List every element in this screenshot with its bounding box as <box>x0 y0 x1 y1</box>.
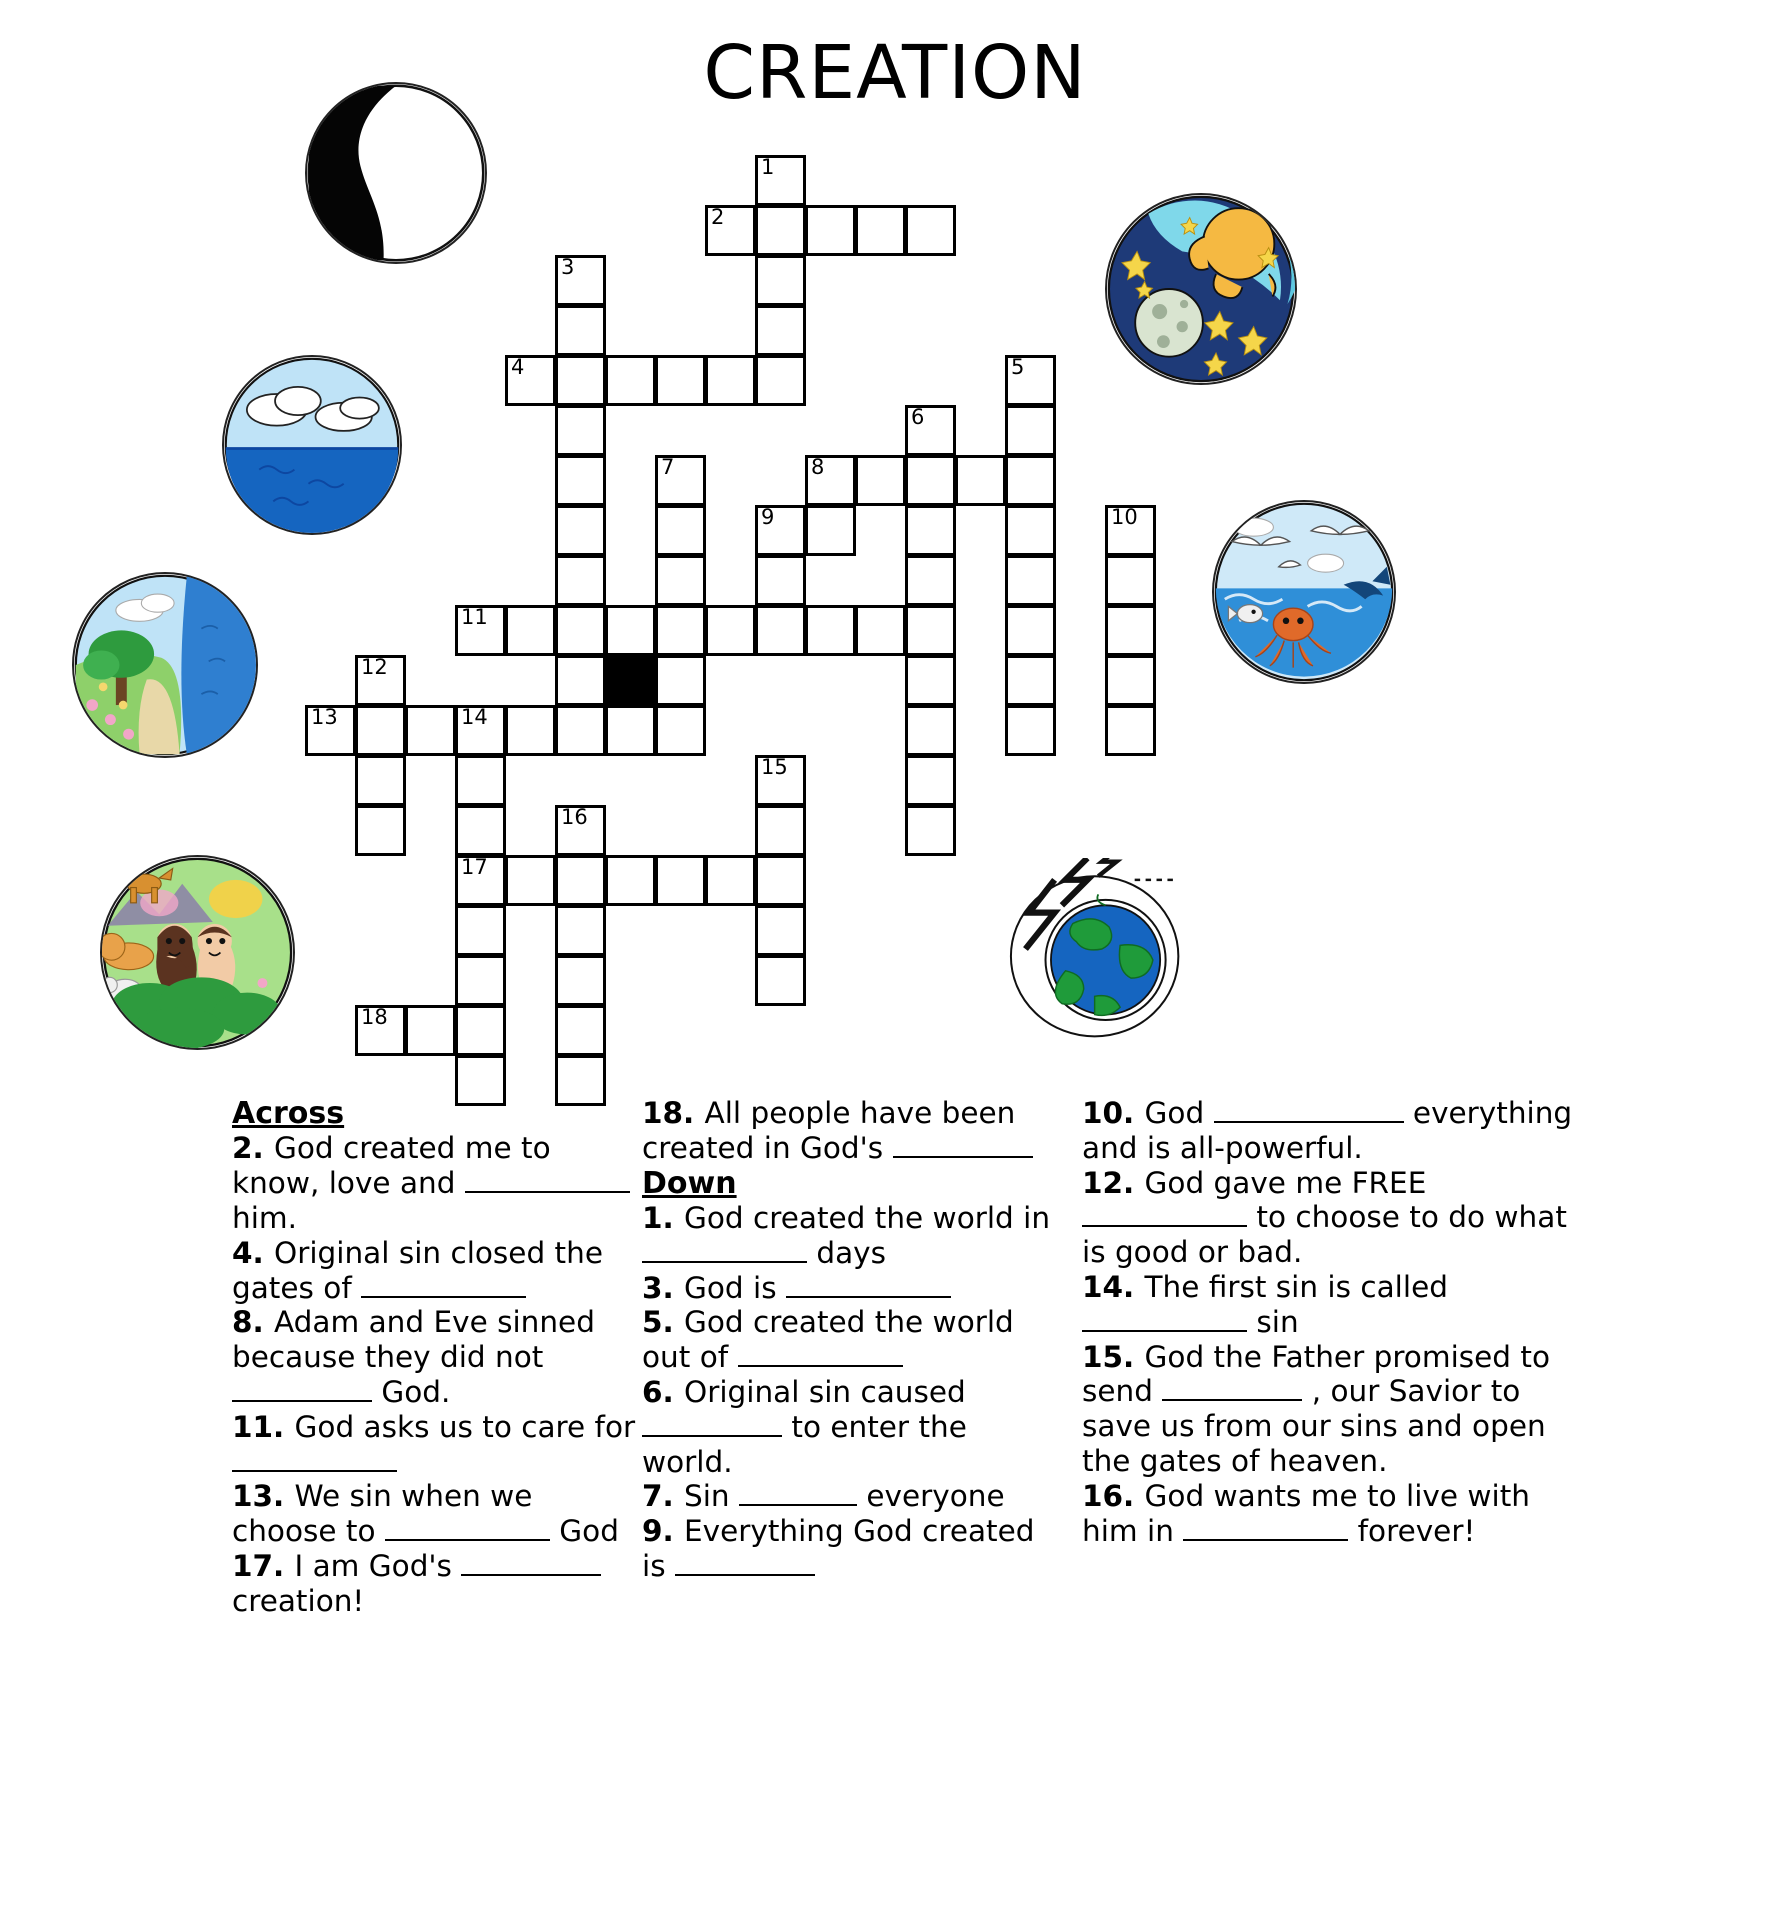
clue-down-1: 1. God created the world in days <box>642 1200 1051 1270</box>
grid-cell[interactable] <box>805 455 856 506</box>
clue-across-18: 18. All people have been created in God's <box>642 1096 1062 1166</box>
clue-down-3: 3. God is <box>642 1271 1062 1306</box>
grid-cell-number: 13 <box>311 705 338 729</box>
clue-down-7: 7. Sin everyone <box>642 1479 1005 1514</box>
clue-down-12: 12. God gave me FREE to choose to do what is good or bad. <box>1082 1165 1567 1270</box>
grid-cell[interactable] <box>505 855 556 906</box>
grid-cell[interactable] <box>755 605 806 656</box>
grid-cell[interactable] <box>905 705 956 756</box>
clue-number: 5. <box>642 1305 685 1340</box>
grid-cell[interactable] <box>905 655 956 706</box>
grid-cell-number: 12 <box>361 655 388 679</box>
answer-blank[interactable] <box>232 1400 372 1402</box>
answer-blank[interactable] <box>739 1504 857 1506</box>
grid-cell[interactable] <box>605 855 656 906</box>
answer-blank[interactable] <box>786 1296 951 1298</box>
answer-blank[interactable] <box>461 1574 601 1576</box>
grid-cell[interactable] <box>355 655 406 706</box>
grid-cell[interactable] <box>655 455 706 506</box>
clue-number: 3. <box>642 1270 685 1305</box>
grid-cell[interactable] <box>905 455 956 506</box>
grid-cell[interactable] <box>905 405 956 456</box>
grid-cell[interactable] <box>805 505 856 556</box>
grid-cell[interactable] <box>705 855 756 906</box>
grid-cell[interactable] <box>1105 505 1156 556</box>
answer-blank[interactable] <box>642 1435 782 1437</box>
grid-cell[interactable] <box>655 855 706 906</box>
grid-cell-number: 17 <box>461 855 488 879</box>
grid-cell[interactable] <box>455 905 506 956</box>
clue-down-6: 6. Original sin caused to enter the world. <box>642 1374 967 1479</box>
grid-cell[interactable] <box>455 705 506 756</box>
clue-number: 8. <box>232 1305 275 1340</box>
grid-cell[interactable] <box>355 755 406 806</box>
grid-cell[interactable] <box>455 855 506 906</box>
grid-cell[interactable] <box>455 805 506 856</box>
grid-cell[interactable] <box>555 905 606 956</box>
grid-cell[interactable] <box>855 455 906 506</box>
grid-cell[interactable] <box>605 355 656 406</box>
grid-cell[interactable] <box>705 355 756 406</box>
grid-cell[interactable] <box>855 205 906 256</box>
clue-column-right <box>1082 1096 1582 1619</box>
grid-cell[interactable] <box>455 955 506 1006</box>
clue-across-13: 13. We sin when we choose to God <box>232 1479 619 1549</box>
grid-cell[interactable] <box>1005 505 1056 556</box>
grid-cell[interactable] <box>905 555 956 606</box>
grid-cell[interactable] <box>355 1005 406 1056</box>
grid-cell[interactable] <box>555 555 606 606</box>
answer-blank[interactable] <box>232 1470 397 1472</box>
grid-cell[interactable] <box>455 1005 506 1056</box>
grid-cell[interactable] <box>1005 455 1056 506</box>
grid-cell[interactable] <box>805 605 856 656</box>
grid-cell[interactable] <box>1005 705 1056 756</box>
clue-down-16: 16. God wants me to live with him in forever! <box>1082 1478 1530 1548</box>
answer-blank[interactable] <box>465 1191 630 1193</box>
clue-across-11: 11. God asks us to care for <box>232 1410 642 1480</box>
grid-cell[interactable] <box>755 955 806 1006</box>
grid-cell-number: 3 <box>561 255 575 279</box>
grid-cell[interactable] <box>655 605 706 656</box>
grid-cell[interactable] <box>805 205 856 256</box>
grid-cell-number: 11 <box>461 605 488 629</box>
clue-number: 12. <box>1082 1165 1145 1200</box>
clue-number: 4. <box>232 1235 275 1270</box>
clue-number: 17. <box>232 1548 295 1583</box>
answer-blank[interactable] <box>1214 1121 1404 1123</box>
clue-down-10: 10. God everything and is all-powerful. <box>1082 1096 1573 1165</box>
grid-cell-number: 10 <box>1111 505 1138 529</box>
grid-cell[interactable] <box>555 955 606 1006</box>
grid-cell[interactable] <box>555 455 606 506</box>
answer-blank[interactable] <box>642 1261 807 1263</box>
grid-cell[interactable] <box>555 255 606 306</box>
grid-cell[interactable] <box>1105 605 1156 656</box>
grid-cell[interactable] <box>355 705 406 756</box>
grid-cell[interactable] <box>1105 705 1156 756</box>
answer-blank[interactable] <box>1162 1399 1302 1401</box>
grid-cell-number: 5 <box>1011 355 1025 379</box>
grid-cell[interactable] <box>455 605 506 656</box>
clue-number: 10. <box>1082 1096 1145 1130</box>
clue-across-4: 4. Original sin closed the gates of <box>232 1235 603 1305</box>
clue-down-5: 5. God created the world out of <box>642 1305 1014 1375</box>
down-heading: Down <box>642 1165 737 1201</box>
grid-cell[interactable] <box>505 355 556 406</box>
grid-cell[interactable] <box>1005 605 1056 656</box>
answer-blank[interactable] <box>675 1574 815 1576</box>
clue-across-2: 2. God created me to know, love and him. <box>232 1131 642 1235</box>
answer-blank[interactable] <box>361 1296 526 1298</box>
grid-cell-number: 16 <box>561 805 588 829</box>
clue-number: 7. <box>642 1479 685 1514</box>
grid-cell-number: 15 <box>761 755 788 779</box>
clue-number: 16. <box>1082 1478 1145 1513</box>
clue-number: 14. <box>1082 1269 1145 1304</box>
clue-column-left <box>232 1096 642 1619</box>
page-title: CREATION <box>703 30 1087 116</box>
grid-cell[interactable] <box>655 655 706 706</box>
grid-cell[interactable] <box>355 805 406 856</box>
grid-cell[interactable] <box>405 705 456 756</box>
clue-down-15: 15. God the Father promised to send , our Savior to save us from our sins and open the gates of heaven. <box>1082 1339 1551 1478</box>
grid-cell[interactable] <box>655 505 706 556</box>
grid-cell[interactable] <box>555 605 606 656</box>
answer-blank[interactable] <box>385 1539 550 1541</box>
grid-cell[interactable] <box>1005 355 1056 406</box>
grid-cell-number: 6 <box>911 405 925 429</box>
grid-cell[interactable] <box>755 505 806 556</box>
answer-blank[interactable] <box>738 1365 903 1367</box>
grid-cell-number: 14 <box>461 705 488 729</box>
clue-number: 11. <box>232 1409 295 1444</box>
clue-number: 18. <box>642 1096 705 1130</box>
grid-cell[interactable] <box>605 605 656 656</box>
grid-cell[interactable] <box>655 355 706 406</box>
answer-blank[interactable] <box>1082 1225 1247 1227</box>
grid-cell[interactable] <box>755 155 806 206</box>
grid-cell[interactable] <box>1005 555 1056 606</box>
grid-cell[interactable] <box>905 605 956 656</box>
grid-cell-blocked <box>605 655 656 706</box>
clue-column-middle <box>642 1096 1062 1619</box>
grid-cell[interactable] <box>855 605 906 656</box>
grid-cell[interactable] <box>755 805 806 856</box>
grid-cell[interactable] <box>1005 655 1056 706</box>
across-heading: Across <box>232 1096 345 1131</box>
grid-cell[interactable] <box>905 755 956 806</box>
grid-cell[interactable] <box>555 405 606 456</box>
clue-number: 1. <box>642 1200 685 1235</box>
grid-cell[interactable] <box>1105 555 1156 606</box>
clue-number: 13. <box>232 1479 295 1514</box>
grid-cell[interactable] <box>955 455 1006 506</box>
grid-cell[interactable] <box>755 855 806 906</box>
clue-across-17: 17. I am God's creation! <box>232 1549 642 1619</box>
clue-number: 15. <box>1082 1339 1145 1374</box>
clue-across-8: 8. Adam and Eve sinned because they did not God. <box>232 1305 595 1409</box>
clue-number: 9. <box>642 1514 685 1549</box>
grid-cell[interactable] <box>755 305 806 356</box>
grid-cell[interactable] <box>655 705 706 756</box>
grid-cell-number: 4 <box>511 355 525 379</box>
grid-cell-number: 8 <box>811 455 825 479</box>
grid-cell[interactable] <box>905 205 956 256</box>
grid-cell[interactable] <box>905 505 956 556</box>
grid-cell-number: 9 <box>761 505 775 529</box>
grid-cell-number: 18 <box>361 1005 388 1029</box>
grid-cell[interactable] <box>405 1005 456 1056</box>
answer-blank[interactable] <box>1183 1539 1348 1541</box>
grid-cell[interactable] <box>555 855 606 906</box>
grid-cell[interactable] <box>755 555 806 606</box>
grid-cell[interactable] <box>755 255 806 306</box>
grid-cell[interactable] <box>555 655 606 706</box>
clue-number: 2. <box>232 1131 275 1166</box>
grid-cell[interactable] <box>1005 405 1056 456</box>
grid-cell-number: 7 <box>661 455 675 479</box>
grid-cell[interactable] <box>555 1005 606 1056</box>
grid-cell[interactable] <box>455 755 506 806</box>
grid-cell[interactable] <box>305 705 356 756</box>
grid-cell[interactable] <box>705 205 756 256</box>
answer-blank[interactable] <box>893 1156 1033 1158</box>
grid-cell[interactable] <box>555 355 606 406</box>
grid-cell[interactable] <box>755 755 806 806</box>
answer-blank[interactable] <box>1082 1330 1247 1332</box>
grid-cell[interactable] <box>705 605 756 656</box>
clues-section <box>0 1096 1790 1619</box>
grid-cell-number: 1 <box>761 155 775 179</box>
grid-cell[interactable] <box>555 705 606 756</box>
grid-cell[interactable] <box>555 305 606 356</box>
grid-cell[interactable] <box>555 805 606 856</box>
grid-cell[interactable] <box>755 905 806 956</box>
grid-cell[interactable] <box>555 505 606 556</box>
clue-down-14: 14. The first sin is called sin <box>1082 1269 1448 1339</box>
grid-cell[interactable] <box>1105 655 1156 706</box>
grid-cell[interactable] <box>505 705 556 756</box>
grid-cell[interactable] <box>755 205 806 256</box>
clue-down-9: 9. Everything God created is <box>642 1514 1035 1583</box>
grid-cell[interactable] <box>655 555 706 606</box>
grid-cell[interactable] <box>755 355 806 406</box>
grid-cell[interactable] <box>905 805 956 856</box>
grid-cell-number: 2 <box>711 205 725 229</box>
grid-cell[interactable] <box>605 705 656 756</box>
grid-cell[interactable] <box>505 605 556 656</box>
clue-number: 6. <box>642 1374 685 1409</box>
